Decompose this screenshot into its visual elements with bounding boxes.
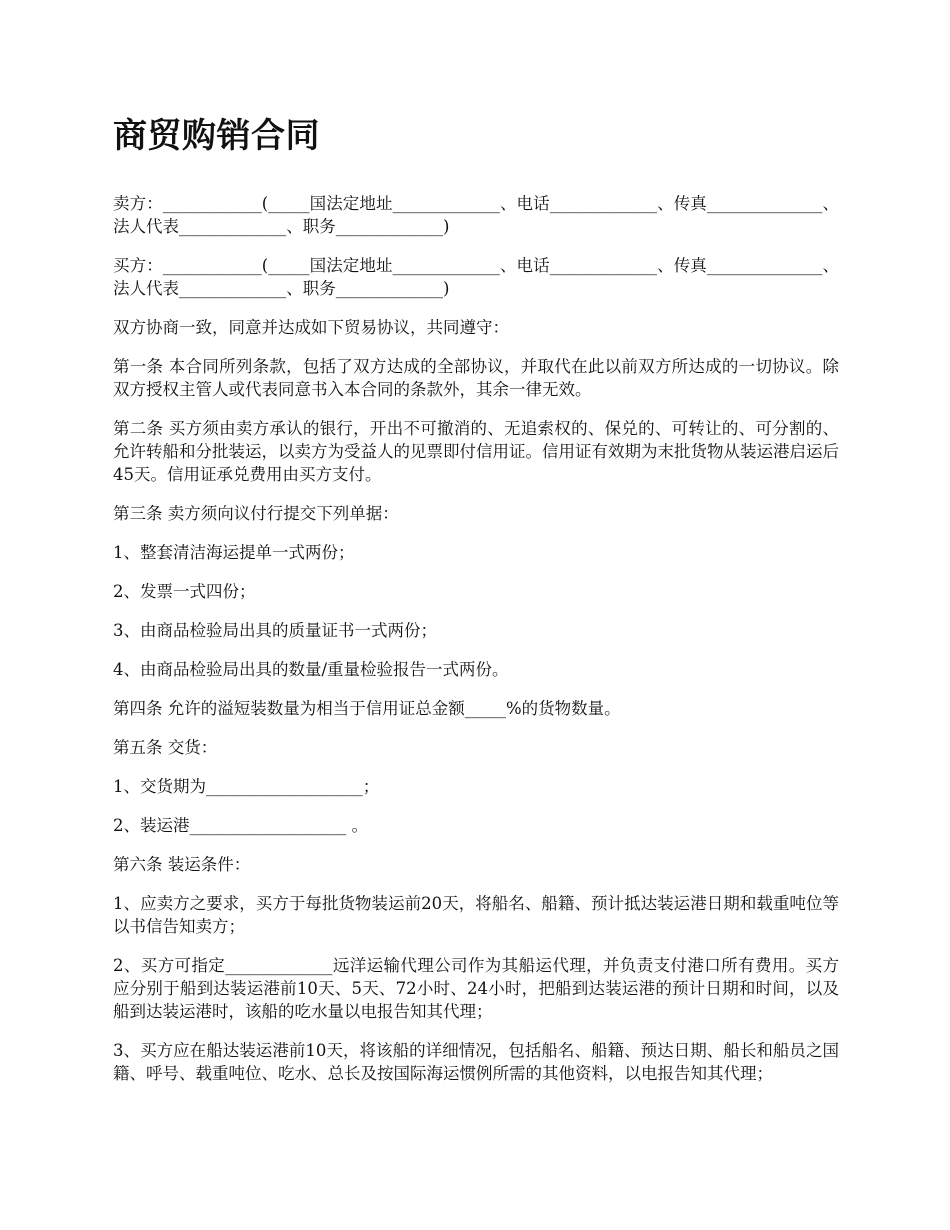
article-6-item-1: 1、应卖方之要求，买方于每批货物装运前20天，将船名、船籍、预计抵达装运港日期和载重吨位等以书信告知卖方； (113, 894, 839, 936)
article-6-item-3: 3、买方应在船达装运港前10天，将该船的详细情况，包括船名、船籍、预达日期、船长和船员之国籍、呼号、载重吨位、吃水、总长及按国际海运惯例所需的其他资料，以电报告知其代理； (113, 1041, 839, 1083)
seller-info: 卖方：____________(_____国法定地址_____________、电话_____________、传真______________、法人代表_____________、职务_____________) (113, 194, 839, 236)
article-6-item-2: 2、买方可指定_____________远洋运输代理公司作为其船运代理，并负责支付港口所有费用。买方应分别于船到达装运港前10天、5天、72小时、24小时，把船到达装运港的预计日期和时间，以及船到达装运港时，该船的吃水量以电报告知其代理； (113, 956, 839, 1021)
article-3-item-2: 2、发票一式四份； (113, 582, 256, 601)
article-3-item-4: 4、由商品检验局出具的数量/重量检验报告一式两份。 (113, 660, 509, 679)
article-5: 第五条 交货： (113, 738, 218, 757)
article-3: 第三条 卖方须向议付行提交下列单据： (113, 504, 399, 523)
article-6: 第六条 装运条件： (113, 855, 251, 874)
article-4: 第四条 允许的溢短装数量为相当于信用证总金额_____%的货物数量。 (113, 699, 621, 718)
buyer-info: 买方：____________(_____国法定地址_____________、电话_____________、传真______________、法人代表_____________、职务_____________) (113, 256, 839, 298)
document-title: 商贸购销合同 (113, 116, 320, 156)
article-3-item-3: 3、由商品检验局出具的质量证书一式两份； (113, 621, 437, 640)
document-page (113, 112, 839, 1101)
article-1: 第一条 本合同所列条款，包括了双方达成的全部协议，并取代在此以前双方所达成的一切协议。除双方授权主管人或代表同意书入本合同的条款外，其余一律无效。 (113, 357, 839, 399)
agreement-intro: 双方协商一致，同意并达成如下贸易协议，共同遵守： (113, 318, 509, 337)
article-3-item-1: 1、整套清洁海运提单一式两份； (113, 543, 355, 562)
article-5-item-1: 1、交货期为___________________； (113, 777, 380, 796)
article-2: 第二条 买方须由卖方承认的银行，开出不可撤消的、无追索权的、保兑的、可转让的、可分割的、允许转船和分批装运，以卖方为受益人的见票即付信用证。信用证有效期为末批货物从装运港启运后45天。信用证承兑费用由买方支付。 (113, 419, 839, 484)
article-5-item-2: 2、装运港___________________ 。 (113, 816, 368, 835)
